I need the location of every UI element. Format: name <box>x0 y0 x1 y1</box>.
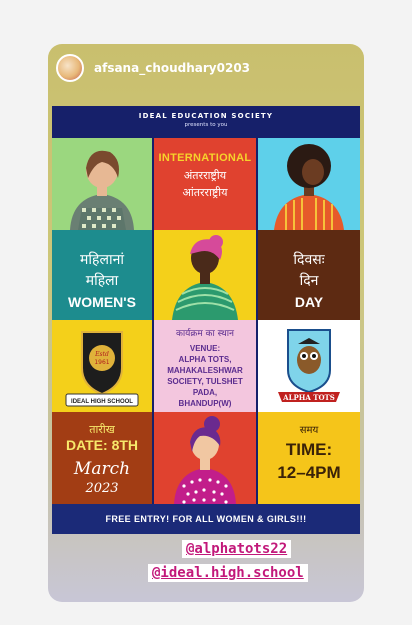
venue-line: ALPHA TOTS, <box>178 355 232 364</box>
mention-tag-ideal-school[interactable]: @ideal.high.school <box>148 564 308 582</box>
username[interactable]: afsana_choudhary0203 <box>94 61 251 75</box>
story-header <box>56 54 250 82</box>
alpha-logo-label: ALPHA TOTS <box>283 393 335 402</box>
poster <box>52 106 360 534</box>
ideal-school-logo-cell <box>52 320 152 412</box>
international-hindi: आंतरराष्ट्रीय <box>182 186 228 199</box>
day-english: DAY <box>294 294 324 310</box>
org-title: IDEAL EDUCATION SOCIETY <box>138 112 274 120</box>
time-hindi: समय <box>299 425 319 436</box>
poster-footer: FREE ENTRY! FOR ALL WOMEN & GIRLS!!! <box>52 504 360 534</box>
avatar[interactable] <box>56 54 84 82</box>
womens-cell <box>52 230 152 320</box>
ideal-high-school-logo <box>52 320 152 412</box>
woman-illustration-3 <box>154 230 256 320</box>
venue-address <box>154 343 256 409</box>
presents-text: presents to you <box>184 122 228 128</box>
date-month: March <box>73 459 131 479</box>
venue-title: कार्यक्रम का स्थान <box>175 329 235 339</box>
time-value: 12–4PM <box>277 463 341 482</box>
venue-line: BHANDUP(W) <box>178 399 232 408</box>
venue-line: MAHAKALESHWAR <box>167 366 243 375</box>
alpha-tots-logo <box>258 320 360 412</box>
logo-year-text: 1961 <box>94 359 110 366</box>
woman-illustration-2 <box>258 138 360 230</box>
time-label: TIME: <box>285 440 333 459</box>
international-label: INTERNATIONAL <box>158 152 252 164</box>
womens-marathi: महिलानां <box>80 252 124 268</box>
venue-line: VENUE: <box>189 344 221 353</box>
womens-hindi: महिला <box>85 273 119 289</box>
school-logo-label: IDEAL HIGH SCHOOL <box>71 399 133 405</box>
date-year: 2023 <box>85 481 119 496</box>
venue-line: SOCIETY, TULSHET <box>167 377 243 386</box>
date-hindi: तारीख <box>89 423 115 436</box>
venue-cell <box>154 320 256 412</box>
date-label: DATE: 8TH <box>65 437 139 453</box>
alpha-tots-logo-cell <box>258 320 360 412</box>
woman-illustration-4 <box>154 412 256 504</box>
poster-header <box>52 106 360 138</box>
day-hindi: दिन <box>299 273 319 289</box>
logo-estd-text: Estd <box>95 351 109 358</box>
international-cell <box>154 138 256 230</box>
woman-illustration-1 <box>52 138 152 230</box>
time-cell <box>258 412 360 504</box>
international-marathi: अंतरराष्ट्रीय <box>183 169 227 182</box>
date-cell <box>52 412 152 504</box>
story-frame <box>48 44 364 602</box>
poster-grid <box>52 138 360 504</box>
day-cell <box>258 230 360 320</box>
mention-tag-alphatots[interactable]: @alphatots22 <box>182 540 291 558</box>
day-marathi: दिवसः <box>293 252 325 268</box>
womens-english: WOMEN'S <box>68 294 136 310</box>
venue-line: PADA, <box>192 388 218 397</box>
